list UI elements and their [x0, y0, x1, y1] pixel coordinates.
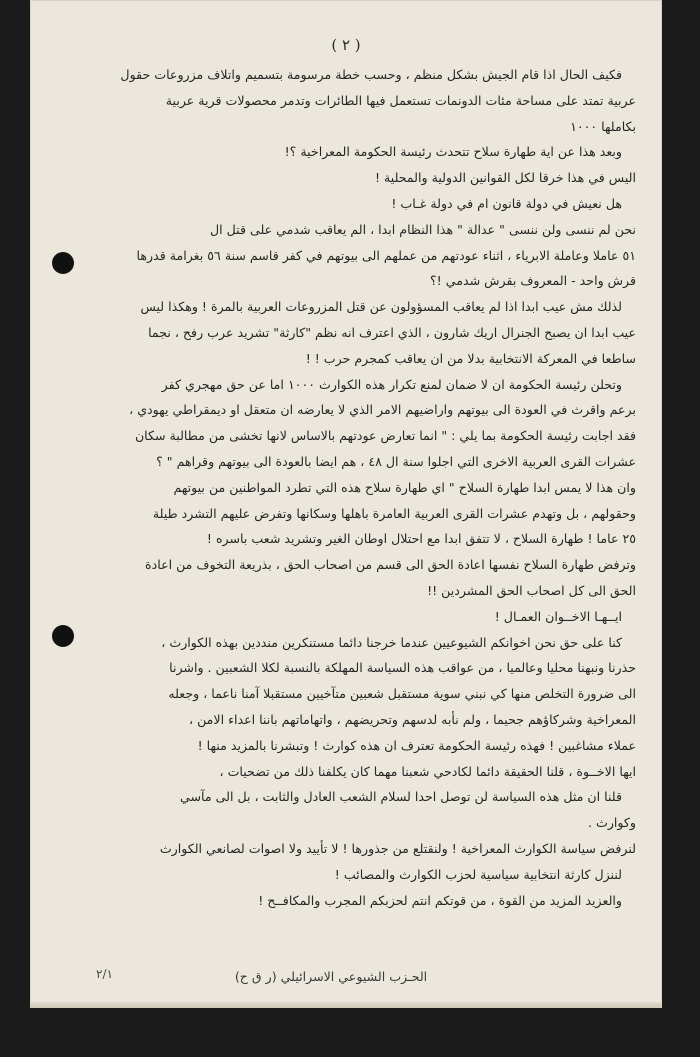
body-line: المعراخية وشركاؤهم جحيما ، ولم نأبه لدسهم وتحريضهم ، واتهاماتهم باننا اعداء الامن ،	[189, 711, 636, 727]
body-line: عشرات القرى العربية الاخرى التي اجلوا سنة ال ٤٨ ، هم ايضا بالعودة الى بيوتهم وقراهم " ؟	[156, 453, 636, 469]
punch-hole	[52, 252, 74, 274]
body-line: ٢٥ عاما ! طهارة السلاح ، لا تتفق ابدا مع احتلال اوطان الغير وتشريد شعب باسره !	[206, 531, 636, 547]
signature: الحـزب الشيوعي الاسرائيلي (ر ق ح)	[234, 969, 428, 984]
body-line: فكيف الحال اذا قام الجيش بشكل منظم ، وحسب خطة مرسومة بتسميم واتلاف مزروعات حقول	[120, 67, 622, 82]
section-heading: ايــهـا الاخــوان العمـال !	[494, 608, 622, 624]
body-line: وحقولهم ، بل وتهدم عشرات القرى العربية العامرة باهلها وسكانها وتفرض عليهم التشرد طيلة	[152, 505, 636, 521]
page-number: ( ٢ )	[331, 36, 361, 54]
body-line: ساطعا في المعركة الانتخابية بدلا من ان يعاقب كمجرم حرب ! !	[305, 350, 636, 366]
body-line: لذلك مش عيب ابدا اذا لم يعاقب المسؤولون عن قتل المزروعات العربية بالمرة ! وهكذا ليس	[140, 299, 622, 315]
body-line: نحن لم ننسى ولن ننسى " عدالة " هذا النظام ابدا ، الم يعاقب شدمي على قتل ال	[209, 221, 636, 237]
footer-marker: ٢/١	[96, 967, 113, 981]
body-line: هل نعيش في دولة قانون ام في دولة غـاب !	[391, 195, 622, 211]
body-line: الى ضرورة التخلص منها كي نبني سوية مستقبل شعبين متآخيين مستقبلا آمنا ناعما ، وجعله	[168, 686, 636, 702]
punch-hole	[52, 625, 74, 647]
document-page	[30, 0, 662, 1008]
body-line: الحق الى كل اصحاب الحق المشردين !!	[427, 582, 636, 598]
body-line: وبعد هذا عن اية طهارة سلاح تتحدث رئيسة الحكومة المعراخية ؟!	[284, 144, 622, 160]
body-line: وان هذا لا يمس ابدا طهارة السلاح " اي طهارة سلاح هذه التي تطرد المواطنين من بيوتهم	[173, 479, 636, 495]
document-body	[90, 62, 636, 913]
body-line: برعم واقرث في العودة الى بيوتهم واراضيهم الامر الذي لا يعارضه ان متعقل او ديمقراطي يهودي ،	[129, 402, 636, 418]
body-line: وترفض طهارة السلاح نفسها اعادة الحق الى قسم من اصحاب الحق ، بذريعة التخوف من اعادة	[145, 557, 636, 573]
body-line: كنا على حق نحن اخوانكم الشيوعيين عندما خرجنا دائما مستنكرين منددين بهذه الكوارث ،	[161, 634, 622, 650]
body-line: فقد اجابت رئيسة الحكومة بما يلي : " انما تعارض عودتهم بالاساس لانها تخشى من مطالبة سكان	[134, 428, 636, 444]
body-line: وكوارث .	[587, 815, 636, 831]
body-line: قرش واحد - المعروف بقرش شدمي !؟	[430, 273, 636, 289]
body-line: لنرفض سياسة الكوارث المعراخية ! ولنقتلع من جذورها ! لا تأييد ولا اصوات لصانعي الكوارث	[159, 840, 636, 856]
body-line: ايها الاخــوة ، قلنا الحقيقة دائما لكادحي شعبنا مهما كان يكلفنا ذلك من تضحيات ،	[219, 763, 636, 779]
body-line: حذرنا ونبهنا محليا وعالميا ، من عواقب هذه السياسة المهلكة بالنسبة لكلا الشعبين . واشرنا	[169, 660, 636, 676]
body-line: والعزيد المزيد من القوة ، من قوتكم انتم لحزبكم المجرب والمكافــح !	[258, 892, 622, 908]
body-line: عيب ابدا ان يصبح الجنرال اريك شارون ، الذي اعترف انه نظم "كارثة" تشريد عرب رفح ، نجما	[148, 324, 636, 340]
body-line: لننزل كارثة انتخابية سياسية لحزب الكوارث والمصائب !	[334, 866, 622, 882]
body-line: اليس في هذا خرقا لكل القوانين الدولية والمحلية !	[374, 170, 636, 186]
body-line: قلنا ان مثل هذه السياسة لن توصل احدا لسلام الشعب العادل والثابت ، بل الى مآسي	[179, 789, 622, 805]
body-line: ٥١ عاملا وعاملة الابرياء ، اثناء عودتهم من عملهم الى بيوتهم في كفر قاسم سنة ٥٦ بغرامة قدرها	[136, 247, 636, 263]
body-line: وتحلن رئيسة الحكومة ان لا ضمان لمنع تكرار هذه الكوارث ١٠٠٠ اما عن حق مهجري كفر	[161, 376, 622, 392]
body-line: عربية تمتد على مساحة مئات الدونمات تستعمل فيها الطائرات وتدمر محصولات قرية عربية	[165, 92, 636, 108]
body-line: بكاملها ١٠٠٠	[570, 118, 636, 134]
body-line: عملاء مشاغبين ! فهذه رئيسة الحكومة تعترف ان هذه كوارث ! وتبشرنا بالمزيد منها !	[197, 737, 636, 753]
